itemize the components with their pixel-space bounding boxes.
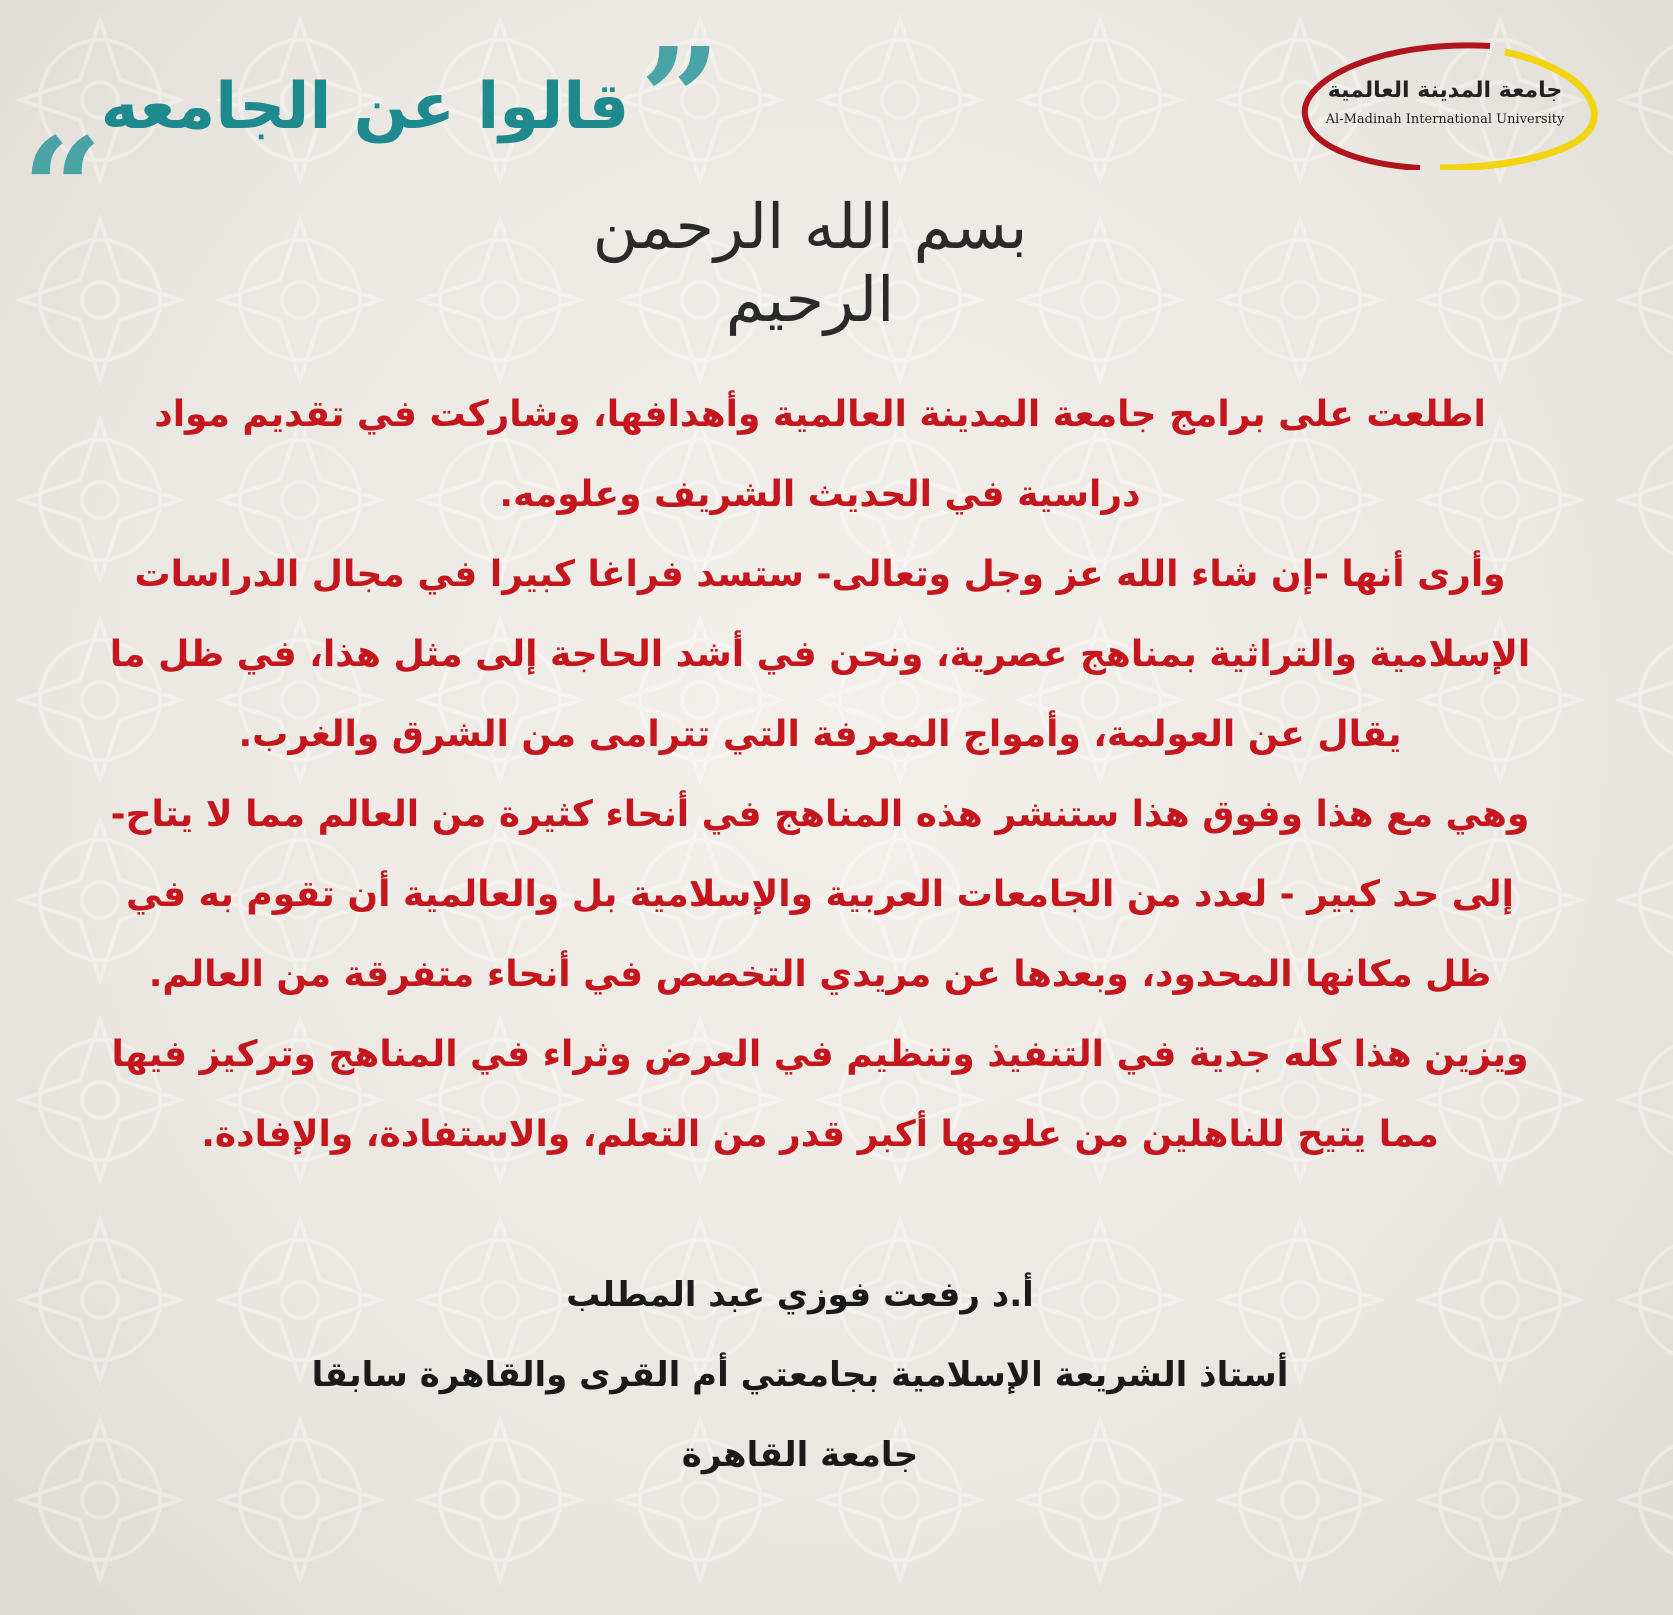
testimonial-paragraph: وهي مع هذا وفوق هذا ستنشر هذه المناهج في أنحاء كثيرة من العالم مما لا يتاح- إلى حد كبير - لعدد من الجامعات العربية والإسلامية بل والعالمية أن تقوم به في ظل مكانها المحدود، وبعدها عن مريدي التخصص في أنحاء متفرقة من العالم. [110,794,1530,995]
signature-name: أ.د رفعت فوزي عبد المطلب [566,1275,1034,1315]
logo-english-name: Al-Madinah International University [1325,112,1565,127]
testimonial-paragraph: ويزين هذا كله جدية في التنفيذ وتنظيم في العرض وثراء في المناهج وتركيز فيها مما يتيح للناهلين من علومها أكبر قدر من التعلم، والاستفادة، والإفادة. [111,1034,1529,1155]
signature-block [300,1255,1300,1495]
signature-institution: جامعة القاهرة [681,1435,919,1475]
basmala-calligraphy: بسم الله الرحمن الرحيم [592,190,1028,336]
signature-position: أستاذ الشريعة الإسلامية بجامعتي أم القرى والقاهرة سابقا [311,1355,1289,1395]
open-quote-icon: “ [22,108,103,272]
logo-ellipse [1300,40,1610,170]
close-quote-icon: ” [640,18,721,182]
testimonial-paragraph: اطلعت على برامج جامعة المدينة العالمية وأهدافها، وشاركت في تقديم مواد دراسية في الحديث الشريف وعلومه. [154,394,1486,515]
testimonial-text [90,375,1550,1175]
testimonial-paragraph: وأرى أنها -إن شاء الله عز وجل وتعالى- ستسد فراغا كبيرا في مجال الدراسات الإسلامية والتراثية بمناهج عصرية، ونحن في أشد الحاجة إلى مثل هذا، في ظل ما يقال عن العولمة، وأمواج المعرفة التي تترامى من الشرق والغرب. [109,554,1531,755]
logo-arabic-name: جامعة المدينة العالمية [1327,78,1563,103]
university-logo [1300,40,1610,170]
page-title: قالوا عن الجامعه [100,70,630,144]
